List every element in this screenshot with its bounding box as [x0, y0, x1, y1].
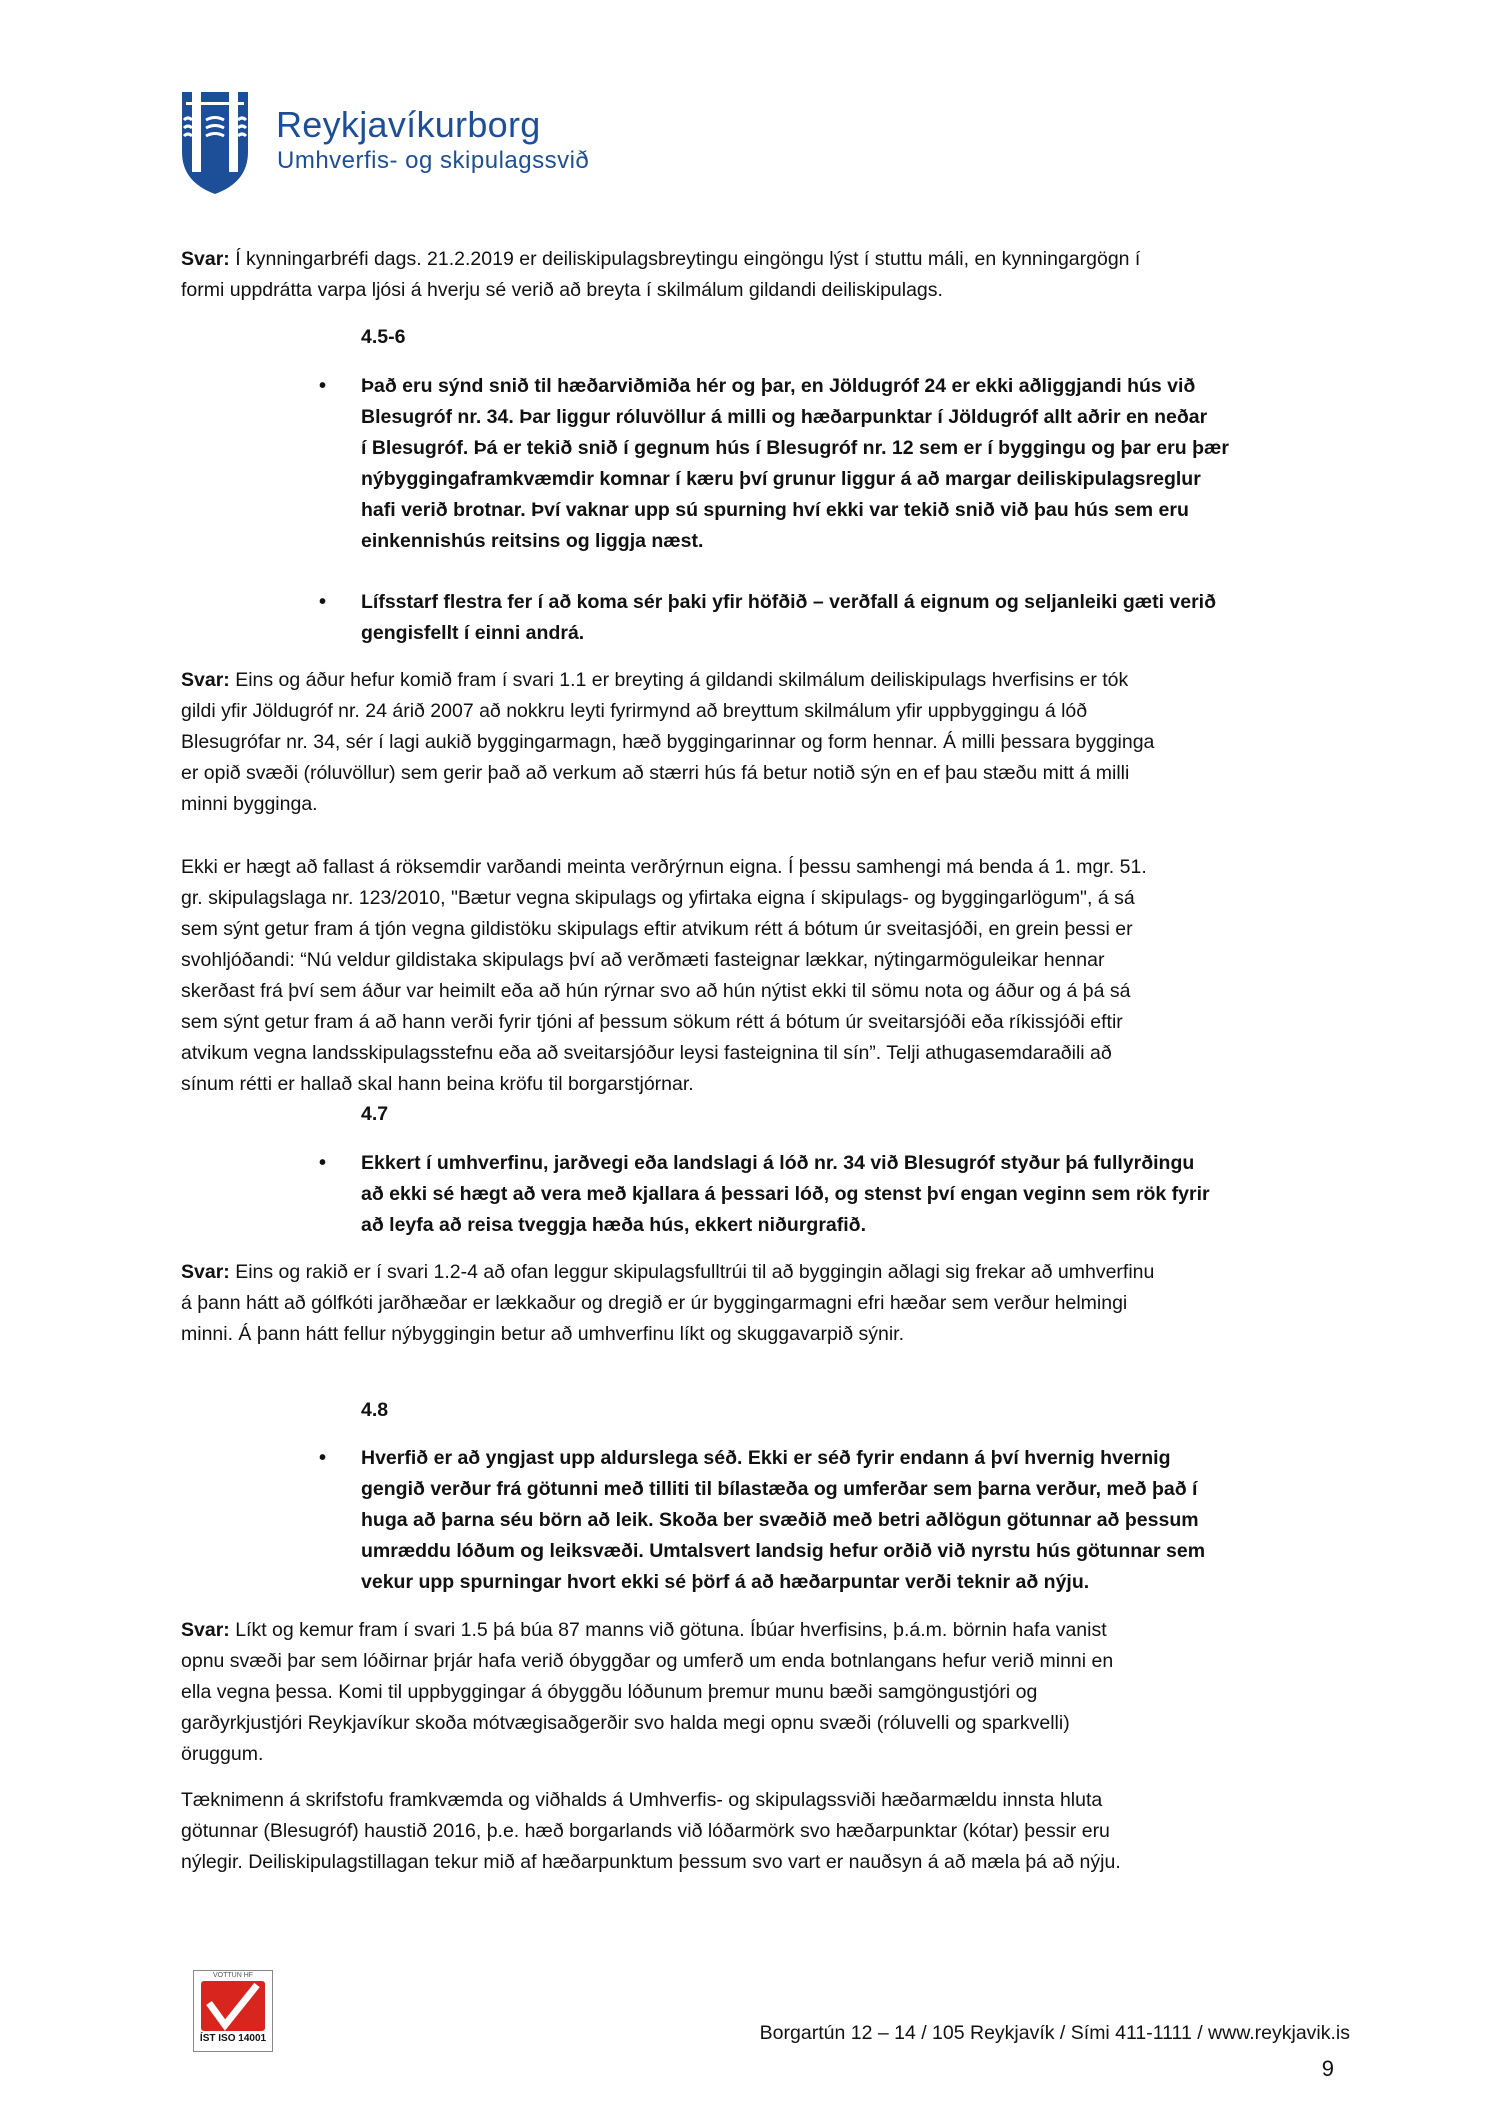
text-line: í Blesugróf. Þá er tekið snið í gegnum hús í Blesugróf nr. 12 sem er í byggingu og þar eru þær: [361, 437, 1229, 459]
answer-paragraph-2: [181, 665, 1154, 820]
text-line: nýbyggingaframkvæmdir komnar í kæru því grunur liggur á að margar deiliskipulagsreglur: [361, 468, 1201, 490]
text-line: Tæknimenn á skrifstofu framkvæmda og viðhalds á Umhverfis- og skipulagssviði hæðarmældu innsta hluta: [181, 1789, 1103, 1811]
iso-badge-bottom-text: ÍST ISO 14001: [199, 2033, 267, 2044]
text-line: Lífsstarf flestra fer í að koma sér þaki yfir höfðið – verðfall á eignum og seljanleiki gæti verið: [361, 591, 1217, 613]
bullet-icon: •: [319, 1447, 327, 1469]
text-line: Í kynningarbréfi dags. 21.2.2019 er deiliskipulagsbreytingu eingöngu lýst í stuttu máli, en kynningargögn í: [235, 248, 1141, 270]
text-line: Eins og rakið er í svari 1.2-4 að ofan leggur skipulagsfulltrúi til að byggingin aðlagi sig frekar að umhverfinu: [235, 1261, 1155, 1283]
text-line: Blesugróf nr. 34. Þar liggur róluvöllur á milli og hæðarpunktar í Jöldugróf allt aðrir en neðar: [361, 406, 1208, 428]
text-line: ella vegna þessa. Komi til uppbyggingar á óbyggðu lóðunum þremur munu bæði samgöngustjóri og: [181, 1681, 1038, 1703]
bullet-icon: •: [319, 375, 327, 397]
bullet-item: [319, 587, 1217, 649]
text-line: gengið verður frá götunni með tilliti til bílastæða og umferðar sem þarna verður, með það í: [361, 1478, 1198, 1500]
page-number: 9: [1321, 2056, 1334, 2081]
bullet-item: [319, 1148, 1210, 1241]
text-line: götunnar (Blesugróf) haustið 2016, þ.e. hæð borgarlands við lóðarmörk svo hæðarpunktar (kótar) þessir eru: [181, 1820, 1110, 1842]
survey-paragraph: [181, 1785, 1121, 1878]
text-line: er opið svæði (róluvöllur) sem gerir það að verkum að stærri hús fá betur notið sýn en ef þau stæðu mitt á milli: [181, 762, 1130, 784]
text-line: Ekki er hægt að fallast á röksemdir varðandi meinta verðrýrnun eigna. Í þessu samhengi má benda á 1. mgr. 51.: [181, 856, 1147, 878]
text-line: hafi verið brotnar. Því vaknar upp sú spurning hví ekki var tekið snið við þau hús sem eru: [361, 499, 1189, 521]
bullet-item: [319, 371, 1229, 557]
reykjavik-coat-of-arms-logo: [180, 90, 250, 196]
text-line: Ekkert í umhverfinu, jarðvegi eða landslagi á lóð nr. 34 við Blesugróf styður þá fullyrðingu: [361, 1152, 1195, 1174]
text-line: opnu svæði þar sem lóðirnar þrjár hafa verið óbyggðar og umferð um enda botnlangans hefur verið minni en: [181, 1650, 1114, 1672]
svar-label: Svar:: [181, 1261, 230, 1283]
text-line: Blesugrófar nr. 34, sér í lagi aukið byggingarmagn, hæð byggingarinnar og form hennar. Á milli þessara bygginga: [181, 731, 1155, 753]
section-heading-4-5-6: 4.5-6: [361, 326, 406, 348]
footer-address: Borgartún 12 – 14 / 105 Reykjavík / Sími 411-1111 / www.reykjavik.is: [759, 2022, 1350, 2044]
svar-label: Svar:: [181, 1619, 230, 1641]
text-line: Það eru sýnd snið til hæðarviðmiða hér og þar, en Jöldugróf 24 er ekki aðliggjandi hús við: [361, 375, 1196, 397]
text-line: nýlegir. Deiliskipulagstillagan tekur mið af hæðarpunktum þessum svo vart er nauðsyn á að mæla þá að nýju.: [181, 1851, 1121, 1873]
text-line: að leyfa að reisa tveggja hæða hús, ekkert niðurgrafið.: [361, 1214, 866, 1236]
text-line: einkennishús reitsins og liggja næst.: [361, 530, 704, 552]
text-line: skerðast frá því sem áður var heimilt eða að hún rýrnar svo að hún nýtist ekki til sömu nota og áður og á þá sá: [181, 980, 1131, 1002]
answer-paragraph-3: [181, 1257, 1154, 1350]
text-line: að ekki sé hægt að vera með kjallara á þessari lóð, og stenst því engan veginn sem rök fyrir: [361, 1183, 1210, 1205]
iso-14001-badge: [193, 1970, 273, 2052]
text-line: á þann hátt að gólfkóti jarðhæðar er lækkaður og dregið er úr byggingarmagni efri hæðar sem verður helmingi: [181, 1292, 1128, 1314]
text-line: gildi yfir Jöldugróf nr. 24 árið 2007 að nokkru leyti fyrirmynd að breyttum skilmálum yfir uppbyggingu á lóð: [181, 700, 1088, 722]
text-line: minni. Á þann hátt fellur nýbyggingin betur að umhverfinu líkt og skuggavarpið sýnir.: [181, 1323, 904, 1345]
section-heading-4-7: 4.7: [361, 1103, 389, 1125]
bullet-icon: •: [319, 1152, 327, 1174]
text-line: sem sýnt getur fram á tjón vegna gildistöku skipulags eftir atvikum rétt á bótum úr sveitasjóði, en grein þessi er: [181, 918, 1133, 940]
svar-label: Svar:: [181, 669, 230, 691]
svar-label: Svar:: [181, 248, 230, 270]
checkmark-icon: [201, 1981, 265, 2031]
text-line: svohljóðandi: “Nú veldur gildistaka skipulags því að verðmæti fasteignar lækkar, nýtingarmöguleikar hennar: [181, 949, 1105, 971]
text-line: minni bygginga.: [181, 793, 318, 815]
text-line: sem sýnt getur fram á að hann verði fyrir tjóni af þessum sökum rétt á bótum úr sveitarsjóði eða ríkissjóði eftir: [181, 1011, 1123, 1033]
bullet-icon: •: [319, 591, 327, 613]
section-heading-4-8: 4.8: [361, 1399, 389, 1421]
compensation-paragraph: [181, 852, 1147, 1100]
text-line: Hverfið er að yngjast upp aldurslega séð. Ekki er séð fyrir endann á því hvernig hvernig: [361, 1447, 1171, 1469]
text-line: huga að þarna séu börn að leik. Skoða ber svæðið með betri aðlögun götunnar að þessum: [361, 1509, 1199, 1531]
bullet-item: [319, 1443, 1206, 1598]
text-line: sínum rétti er hallað skal hann beina kröfu til borgarstjórnar.: [181, 1073, 694, 1095]
text-line: formi uppdrátta varpa ljósi á hverju sé verið að breyta í skilmálum gildandi deiliskipulags.: [181, 279, 943, 301]
text-line: atvikum vegna landsskipulagsstefnu eða að sveitarsjóður leysi fasteignina til sín”. Telji athugasemdaraðili að: [181, 1042, 1112, 1064]
text-line: gr. skipulagslaga nr. 123/2010, "Bætur vegna skipulags og yfirtaka eigna í skipulags- og byggingarlögum", á sá: [181, 887, 1135, 909]
answer-paragraph-1: [181, 244, 1140, 306]
text-line: vekur upp spurningar hvort ekki sé þörf á að hæðarpuntar verði teknir að nýju.: [361, 1571, 1090, 1593]
text-line: Eins og áður hefur komið fram í svari 1.1 er breyting á gildandi skilmálum deiliskipulags hverfisins er tók: [235, 669, 1129, 691]
text-line: garðyrkjustjóri Reykjavíkur skoða mótvægisaðgerðir svo halda megi opnu svæði (róluvelli og sparkvelli): [181, 1712, 1070, 1734]
text-line: öruggum.: [181, 1743, 264, 1765]
department-name: Umhverfis- og skipulagssvið: [277, 147, 590, 174]
text-line: Líkt og kemur fram í svari 1.5 þá búa 87 manns við götuna. Íbúar hverfisins, þ.á.m. börnin hafa vanist: [235, 1619, 1107, 1641]
answer-paragraph-4: [181, 1615, 1113, 1770]
text-line: umræddu lóðum og leiksvæði. Umtalsvert landsig hefur orðið við nyrstu hús götunnar sem: [361, 1540, 1206, 1562]
iso-badge-top-text: VOTTUN HF: [212, 1972, 254, 1979]
text-line: gengisfellt í einni andrá.: [361, 622, 585, 644]
org-name: Reykjavíkurborg: [276, 104, 541, 145]
